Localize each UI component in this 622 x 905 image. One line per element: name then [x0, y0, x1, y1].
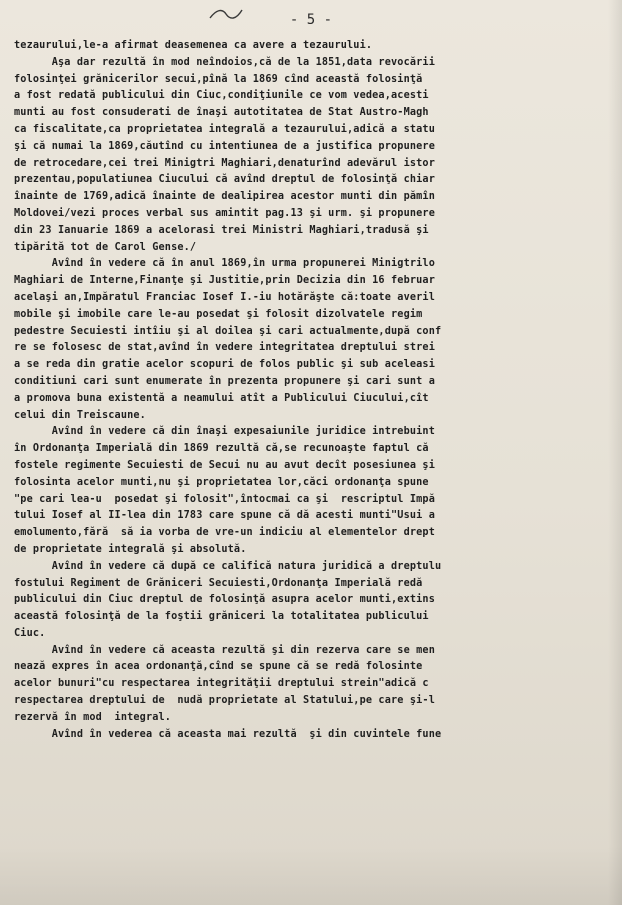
- text-line: Avînd în vedere că aceasta rezultă şi din rezerva care se men: [14, 644, 435, 656]
- text-line: a fost redată publicului din Ciuc,condiţiunile ce vom vedea,acesti: [14, 90, 429, 102]
- text-line: fostului Regiment de Grăniceri Secuiesti,Ordonanţa Imperială redă: [14, 577, 423, 589]
- text-line: fostele regimente Secuiesti de Secui nu au avut decît posesiunea şi: [14, 459, 435, 471]
- page-bottom-shadow: [0, 845, 622, 905]
- body-text: [14, 38, 622, 743]
- text-line: prezentau,populatiunea Ciucului că avînd dreptul de folosinţă chiar: [14, 174, 435, 186]
- text-line: tului Iosef al II-lea din 1783 care spune că dă acesti munti"Usui a: [14, 510, 435, 522]
- text-line: tipărită tot de Carol Gense./: [14, 241, 197, 253]
- text-line: şi că numai la 1869,căutînd cu intentiunea de a justifica propunere: [14, 140, 435, 152]
- text-line: Avînd în vedere că în anul 1869,în urma propunerei Minigtrilo: [14, 258, 435, 270]
- text-line: nează expres în acea ordonanţă,cînd se spune că se redă folosinte: [14, 661, 423, 673]
- text-line: de retrocedare,cei trei Minigtri Maghiari,denaturînd adevărul istor: [14, 157, 435, 169]
- text-line: a promova buna existentă a neamului atît a Publicului Ciucului,cît: [14, 392, 429, 404]
- text-line: din 23 Ianuarie 1869 a acelorasi trei Ministri Maghiari,tradusă şi: [14, 224, 429, 236]
- text-line: celui din Treiscaune.: [14, 409, 146, 421]
- text-line: Aşa dar rezultă în mod neîndoios,că de la 1851,data revocării: [14, 56, 435, 68]
- page-number: - 5 -: [289, 12, 333, 28]
- text-line: Avînd în vedere că din înaşi expesaiunile juridice intrebuint: [14, 426, 435, 438]
- text-line: Avînd în vedere că după ce califică natura juridică a dreptulu: [14, 560, 442, 572]
- text-line: folosinţei grănicerilor secui,pînă la 1869 cînd această folosinţă: [14, 73, 423, 85]
- text-line: tezaurului,le-a afirmat deasemenea ca avere a tezaurului.: [14, 40, 373, 51]
- text-line: în Ordonanţa Imperială din 1869 rezultă că,se recunoaşte faptul că: [14, 443, 429, 455]
- text-line: Ciuc.: [14, 627, 46, 639]
- text-line: conditiuni cari sunt enumerate în prezenta propunere şi cari sunt a: [14, 375, 435, 387]
- text-line: ca fiscalitate,ca proprietatea integrală a tezaurului,adică a statu: [14, 123, 435, 135]
- text-line: înainte de 1769,adică înainte de dealipirea acestor munti din pămîn: [14, 191, 435, 203]
- text-line: respectarea dreptului de nudă proprietate al Statului,pe care şi-l: [14, 695, 435, 707]
- page-edge-shadow: [608, 0, 622, 905]
- text-line: folosinta acelor munti,nu şi proprietatea lor,căci ordonanţa spune: [14, 476, 429, 488]
- text-line: emolumento,fără să ia vorba de vre-un indiciu al elementelor drept: [14, 527, 435, 539]
- text-line: munti au fost consuderati de înaşi autotitatea de Stat Austro-Magh: [14, 107, 429, 119]
- text-line: Maghiari de Interne,Finanţe şi Justitie,prin Decizia din 16 februar: [14, 275, 435, 287]
- text-line: mobile şi imobile care le-au posedat şi folosit dizolvatele regim: [14, 308, 423, 320]
- text-line: acelor bunuri"cu respectarea integrităţii dreptului strein"adică c: [14, 678, 429, 690]
- text-line: rezervă în mod integral.: [14, 711, 172, 723]
- text-line: de proprietate integrală şi absolută.: [14, 543, 247, 555]
- text-line: Moldovei/vezi proces verbal sus amintit pag.13 şi urm. şi propunere: [14, 207, 435, 219]
- text-line: Avînd în vederea că aceasta mai rezultă şi din cuvintele fune: [14, 728, 442, 740]
- text-line: "pe cari lea-u posedat şi folosit",întocmai ca şi rescriptul Impă: [14, 493, 435, 505]
- text-line: a se reda din gratie acelor scopuri de folos public şi sub aceleasi: [14, 359, 435, 371]
- text-line: re se folosesc de stat,avînd în vedere integritatea dreptului strei: [14, 342, 435, 354]
- text-line: publicului din Ciuc dreptul de folosinţă asupra acelor munti,extins: [14, 594, 435, 606]
- text-line: acelaşi an,Impăratul Franciac Iosef I.-iu hotărăşte că:toate averil: [14, 291, 435, 303]
- text-line: pedestre Secuiesti intîiu şi al doilea şi cari actualmente,după conf: [14, 325, 442, 337]
- text-line: această folosinţă de la foştii grăniceri la totalitatea publicului: [14, 611, 429, 623]
